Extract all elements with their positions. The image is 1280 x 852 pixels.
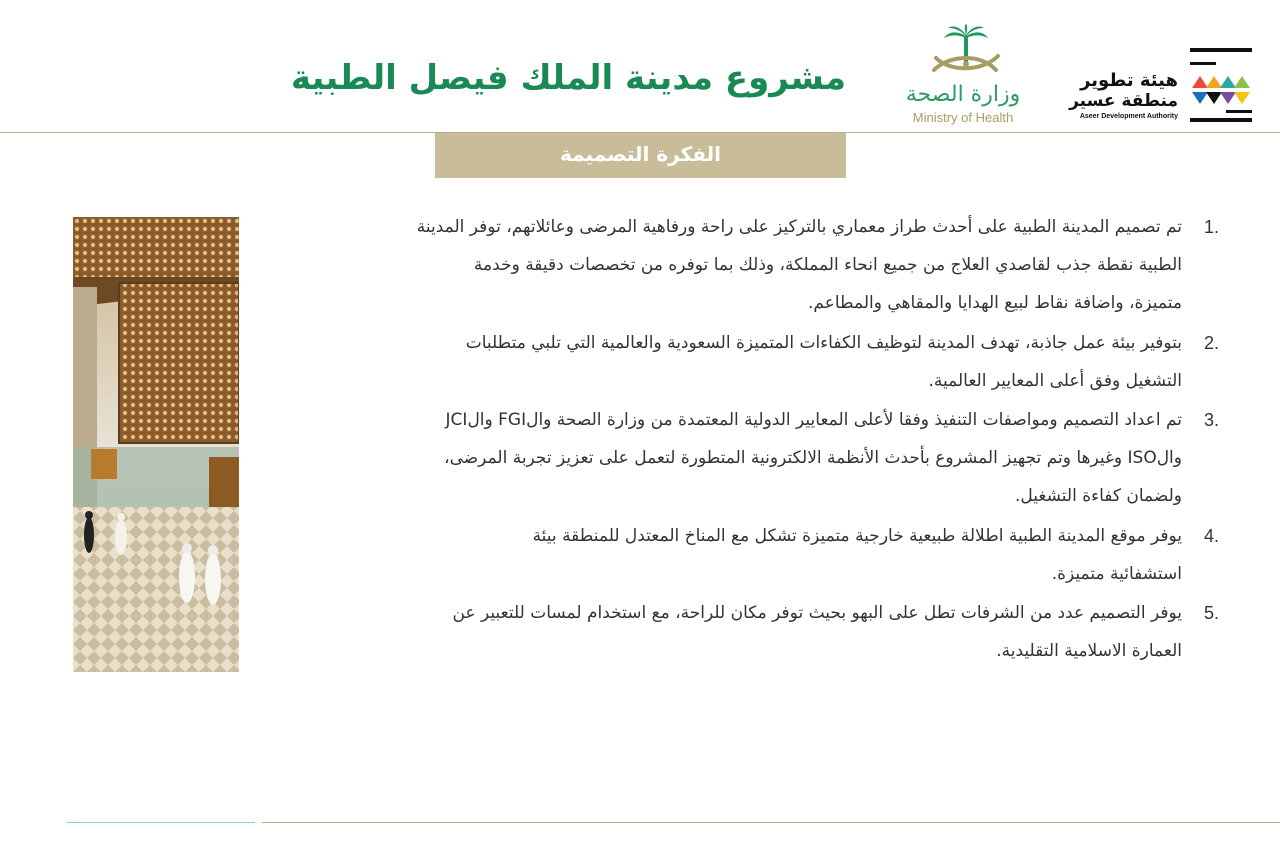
design-concept-list xyxy=(262,208,1222,671)
item-line: والISO وغيرها وتم تجهيز المشروع بأحدث الأنظمة الالكترونية المتطورة لتعمل على تعزيز تجربة المرضى، xyxy=(444,448,1182,468)
ada-arabic-line2: منطقة عسير xyxy=(1069,91,1178,111)
item-number: 1. xyxy=(1204,217,1220,237)
moh-arabic-name: وزارة الصحة xyxy=(905,82,1021,107)
list-item xyxy=(262,324,1222,401)
ada-arabic-line1: هيئة تطوير xyxy=(1080,70,1178,91)
item-text xyxy=(262,401,1182,515)
item-line: العمارة الاسلامية التقليدية. xyxy=(996,641,1182,661)
list-item xyxy=(262,517,1222,594)
item-line: ولضمان كفاءة التشغيل. xyxy=(1014,486,1182,506)
page-title: مشروع مدينة الملك فيصل الطبية xyxy=(290,58,846,98)
list-item xyxy=(262,208,1222,324)
section-heading-banner: الفكرة التصميمة xyxy=(435,133,846,178)
list-item xyxy=(262,594,1222,671)
item-text xyxy=(262,594,1182,670)
item-number: 4. xyxy=(1204,526,1220,546)
item-line: يوفر موقع المدينة الطبية اطلالة طبيعية خارجية متميزة تشكل مع المناخ المعتدل للمنطقة بيئة xyxy=(532,526,1182,546)
item-line: تم اعداد التصميم ومواصفات التنفيذ وفقا لأعلى المعايير الدولية المعتمدة من وزارة الصحة والFGI والJCI xyxy=(445,410,1182,430)
item-text xyxy=(262,324,1182,400)
footer-divider-left xyxy=(67,822,255,823)
item-number: 3. xyxy=(1204,410,1220,430)
ministry-of-health-logo xyxy=(904,24,1026,128)
item-text xyxy=(262,517,1182,593)
item-line: بتوفير بيئة عمل جاذبة، تهدف المدينة لتوظيف الكفاءات المتميزة السعودية والعالمية التي تلبي متطلبات xyxy=(465,333,1182,353)
item-number: 5. xyxy=(1204,603,1220,623)
item-number: 2. xyxy=(1204,333,1220,353)
aseer-development-authority-logo xyxy=(1066,44,1258,126)
moh-emblem-icon xyxy=(926,24,1006,80)
architecture-rendering-image xyxy=(73,217,239,672)
item-line: استشفائية متميزة. xyxy=(1051,564,1182,584)
item-line: التشغيل وفق أعلى المعايير العالمية. xyxy=(928,371,1182,391)
footer-divider-right xyxy=(262,822,1280,823)
item-line: يوفر التصميم عدد من الشرفات تطل على البهو بحيث توفر مكان للراحة، مع استخدام لمسات للتعبير عن xyxy=(452,603,1182,623)
item-text xyxy=(262,208,1182,322)
item-line: الطبية نقطة جذب لقاصدي العلاج من جميع انحاء المملكة، وذلك بما توفره من تخصصات دقيقة وخدمة xyxy=(473,255,1182,275)
item-line: تم تصميم المدينة الطبية على أحدث طراز معماري بالتركيز على راحة ورفاهية المرضى وعائلاتهم، توفر المدينة xyxy=(416,217,1182,237)
list-item xyxy=(262,401,1222,517)
moh-english-name: Ministry of Health xyxy=(912,110,1014,125)
ada-mark-icon xyxy=(1190,48,1254,122)
ada-english-name: Aseer Development Authority xyxy=(1079,113,1178,120)
item-line: متميزة، واضافة نقاط لبيع الهدايا والمقاهي والمطاعم. xyxy=(808,293,1182,313)
